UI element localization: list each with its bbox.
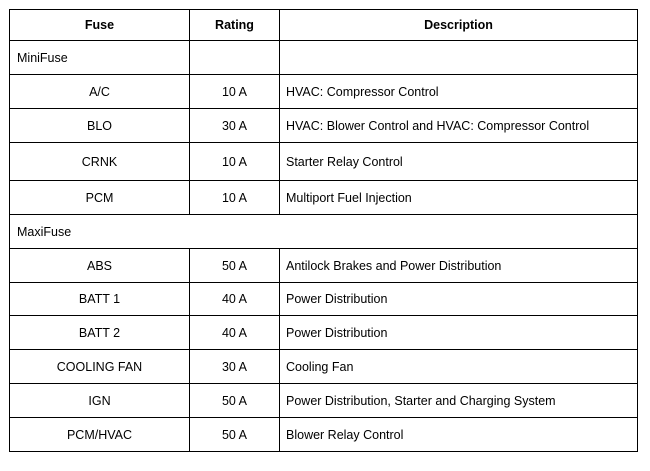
rating-cell: 10 A [190,75,280,109]
rating-cell: 50 A [190,249,280,283]
description-cell: Antilock Brakes and Power Distribution [280,249,638,283]
header-row [10,10,638,41]
rating-cell: 50 A [190,384,280,418]
table-row [10,283,638,316]
rating-cell: 40 A [190,283,280,316]
description-cell: Power Distribution [280,316,638,350]
fuse-cell: COOLING FAN [10,350,190,384]
table-row [10,181,638,215]
table-row [10,418,638,452]
description-cell: HVAC: Compressor Control [280,75,638,109]
fuse-cell: BLO [10,109,190,143]
fuse-cell: BATT 2 [10,316,190,350]
description-cell: HVAC: Blower Control and HVAC: Compressor Control [280,109,638,143]
section-empty-cell [280,41,638,75]
rating-cell: 10 A [190,181,280,215]
rating-cell: 10 A [190,143,280,181]
table-row [10,316,638,350]
description-cell: Cooling Fan [280,350,638,384]
table-row [10,350,638,384]
table-row [10,384,638,418]
fuse-cell: CRNK [10,143,190,181]
description-cell: Blower Relay Control [280,418,638,452]
fuse-cell: ABS [10,249,190,283]
fuse-cell: PCM/HVAC [10,418,190,452]
section-label: MaxiFuse [10,215,638,249]
fuse-table [9,9,638,452]
rating-cell: 50 A [190,418,280,452]
description-cell: Power Distribution [280,283,638,316]
fuse-cell: A/C [10,75,190,109]
fuse-cell: PCM [10,181,190,215]
section-row-maxifuse [10,215,638,249]
header-description: Description [280,10,638,41]
description-cell: Power Distribution, Starter and Charging System [280,384,638,418]
header-fuse: Fuse [10,10,190,41]
section-label: MiniFuse [10,41,190,75]
fuse-cell: IGN [10,384,190,418]
table-row [10,143,638,181]
rating-cell: 30 A [190,350,280,384]
rating-cell: 30 A [190,109,280,143]
section-empty-cell [190,41,280,75]
description-cell: Multiport Fuel Injection [280,181,638,215]
table-row [10,75,638,109]
fuse-cell: BATT 1 [10,283,190,316]
rating-cell: 40 A [190,316,280,350]
header-rating: Rating [190,10,280,41]
description-cell: Starter Relay Control [280,143,638,181]
section-row-minifuse [10,41,638,75]
table-row [10,249,638,283]
table-row [10,109,638,143]
